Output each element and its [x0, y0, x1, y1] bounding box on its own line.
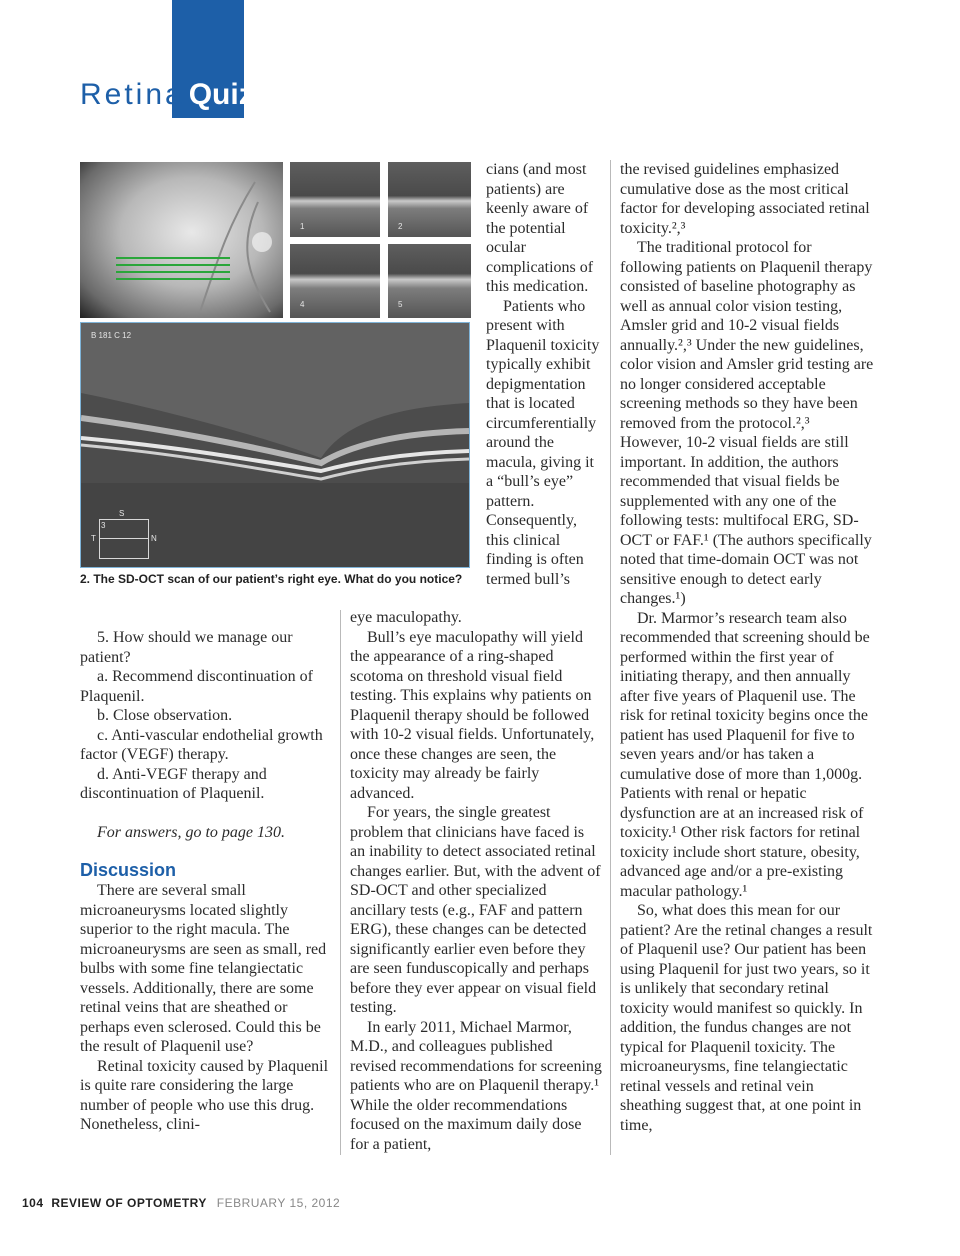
- paragraph: For years, the single greatest problem that clinicians have faced is an inability to detect associated retinal changes earlier. But, with the advent of SD-OCT and other specialized ancillary tests (e.g., FAF and pattern ERG), these changes can be detected significantly earlier even before they are seen funduscopically and perhaps before they ever appear on visual field testing.: [350, 804, 601, 1016]
- section-title: [80, 78, 254, 122]
- orientation-nasal: N: [151, 534, 157, 543]
- oct-thumbnail: [388, 244, 471, 318]
- question-option-d: d. Anti-VEGF therapy and discontinuation of Plaquenil.: [80, 765, 267, 802]
- section-title-light: Retina: [80, 78, 185, 111]
- question-option-b: b. Close observation.: [97, 707, 233, 724]
- paragraph: the revised guidelines emphasized cumulative dose as the most critical factor for developing associated retinal toxicity.²,³: [620, 161, 870, 237]
- paragraph: Retinal toxicity caused by Plaquenil is quite rare considering the large number of people who use this drug. Nonetheless, clini-: [80, 1057, 329, 1133]
- column-divider: [610, 160, 611, 1155]
- oct-thumbnail: [290, 162, 380, 237]
- paragraph: In early 2011, Michael Marmor, M.D., and colleagues published revised recommendations for screening patients who are on Plaquenil therapy.¹ While the older recommendations focused on the maximum daily dose for a patient,: [350, 1018, 602, 1153]
- discussion-heading: Discussion: [80, 860, 177, 880]
- thumbnail-number: 1: [300, 222, 305, 231]
- orientation-superior: S: [119, 509, 125, 518]
- issue-date: FEBRUARY 15, 2012: [216, 1196, 341, 1210]
- paragraph: Patients who present with Plaquenil toxicity typically exhibit depigmentation that is located circumferentially around the macula, giving it a “bull’s eye” pattern. Consequently, this clinical finding is often termed bull’s: [486, 297, 600, 588]
- paragraph: So, what does this mean for our patient? Are the retinal changes a result of Plaquenil use? Our patient has been using Plaquenil for just two years, so it is unlikely that secondary retinal toxicity would manifest so quickly. In addition, the fundus changes are not typical for Plaquenil toxicity. The microaneurysms, fine telangiectatic retinal vessels and retinal vein sheathing suggest that, at one point in time,: [620, 902, 873, 1134]
- question-option-a: a. Recommend discontinuation of Plaquenil.: [80, 668, 313, 705]
- orientation-box: [99, 519, 149, 559]
- oct-thumbnail: [388, 162, 471, 237]
- column-1: [80, 628, 332, 1135]
- paragraph: Dr. Marmor’s research team also recommended that screening should be performed within the first year of initiating therapy, and then annually after five years of Plaquenil use. The risk for retinal toxicity begins once the patient has used Plaquenil for five to seven years and/or has taken a cumulative dose of more than 1,000g. Patients with renal or hepatic dysfunction are at an increased risk of toxicity.¹ Other risk factors for retinal toxicity include short stature, obesity, advanced age and/or a pre-existing macular pathology.¹: [620, 609, 870, 900]
- answers-note: For answers, go to page 130.: [97, 823, 285, 841]
- fundus-image: [80, 162, 283, 318]
- page-number: 104: [22, 1196, 44, 1210]
- paragraph: Bull’s eye maculopathy will yield the appearance of a ring-shaped scotoma on threshold visual field testing. This explains why patients on Plaquenil therapy should be followed with 10-2 visual fields. Unfortunately, once these changes are seen, the toxicity may already be fairly advanced.: [350, 628, 595, 802]
- paragraph-continuation: eye maculopathy.: [350, 609, 462, 626]
- section-title-bold: Quiz: [188, 78, 254, 111]
- column-3: [620, 160, 874, 1135]
- column-2: [350, 608, 602, 1154]
- paragraph: cians (and most patients) are keenly aware of the potential ocular complications of this medication.: [486, 161, 594, 295]
- paragraph: There are several small microaneurysms located slightly superior to the right macula. The microaneurysms are seen as small, red bulbs with some fine telangiectatic vessels. Additionally, there are some retinal veins that are sheathed or perhaps even sclerosed. Could this be the result of Plaquenil use?: [80, 882, 327, 1055]
- scan-id-label: B 181 C 12: [91, 331, 132, 340]
- orientation-number: 3: [101, 521, 106, 530]
- thumbnail-number: 5: [398, 300, 403, 309]
- thumbnail-number: 2: [398, 222, 403, 231]
- oct-scan-image: [80, 322, 470, 568]
- column-divider: [340, 610, 341, 1155]
- oct-thumbnail: [290, 244, 380, 318]
- page-footer: [22, 1196, 340, 1210]
- thumbnail-number: 4: [300, 300, 305, 309]
- publication-name: REVIEW OF OPTOMETRY: [51, 1196, 207, 1210]
- paragraph: The traditional protocol for following patients on Plaquenil therapy consisted of baseline photography as well as annual color vision testing, Amsler grid and 10-2 visual fields annually.²,³ Under the new guidelines, color vision and Amsler grid testing are no longer considered acceptable screening methods so they have been removed from the protocol.²,³ However, 10-2 visual fields are still important. In addition, the authors recommended that visual fields be supplemented with any one of the following tests: multifocal ERG, SD-OCT or FAF.¹ (The authors specifically noted that time-domain OCT was not sensitive enough to detect early changes.¹): [620, 239, 874, 607]
- orientation-temporal: T: [91, 534, 96, 543]
- figure-caption: 2. The SD-OCT scan of our patient’s right eye. What do you notice?: [80, 572, 463, 586]
- question-stem: 5. How should we manage our patient?: [80, 629, 293, 666]
- fundus-vessels: [80, 162, 283, 318]
- column-2-top: [486, 160, 604, 589]
- question-option-c: c. Anti-vascular endothelial growth factor (VEGF) therapy.: [80, 726, 323, 763]
